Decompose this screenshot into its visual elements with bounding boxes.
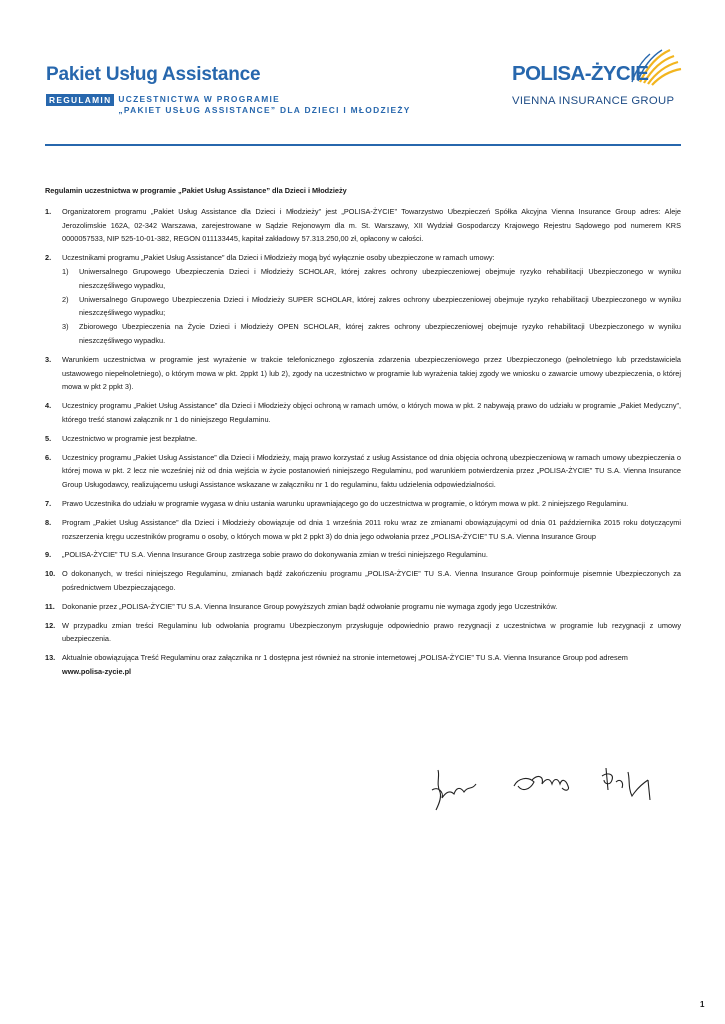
item-number: 3.: [45, 354, 52, 364]
item-number: 8.: [45, 517, 52, 527]
sub-item-number: 1): [62, 266, 69, 276]
page-title: Pakiet Usług Assistance: [46, 64, 261, 85]
item-text: Dokonanie przez „POLISA-ŻYCIE” TU S.A. Vienna Insurance Group powyższych zmian bądź odwołanie programu nie wymaga zgody jego Uczestników.: [62, 601, 558, 611]
item-text: Prawo Uczestnika do udziału w programie wygasa w dniu ustania warunku uprawniającego go do uczestnictwa w programie, o którym mowa w pkt. 2 niniejszego Regulaminu.: [62, 498, 629, 508]
list-item: [45, 651, 681, 679]
subtitle-line-1: UCZESTNICTWA W PROGRAMIE: [118, 94, 281, 104]
item-text: Uczestnictwo w programie jest bezpłatne.: [62, 433, 198, 443]
item-text: „POLISA-ŻYCIE” TU S.A. Vienna Insurance Group zastrzega sobie prawo do dokonywania zmian w treści niniejszego Regulaminu.: [62, 550, 488, 560]
item-text: Warunkiem uczestnictwa w programie jest wyrażenie w trakcie telefonicznego zgłoszenia zdarzenia ubezpieczeniowego przez Ubezpieczonego (pełnoletniego lub przedstawiciela ustawowego niepełnoletniego), o którym mowa w pkt. 2ppkt 1) lub 2), zgody na uczestnictwo w programie lub wyrażenia takiej zgody we wniosku o zawarcie umowy ubezpieczenia, o której mowa w pkt 2 ppkt 3).: [62, 354, 681, 392]
list-item: [45, 451, 681, 492]
sub-item-number: 3): [62, 322, 69, 332]
website-link[interactable]: www.polisa-zycie.pl: [62, 666, 132, 676]
item-text: Uczestnicy programu „Pakiet Usług Assistance” dla Dzieci i Młodzieży objęci ochroną w ramach umów, o których mowa w pkt. 2 nabywają prawo do udziału w programie „Pakiet Medyczny”, którego treść stanowi załącznik nr 1 do niniejszego Regulaminu.: [62, 401, 681, 424]
item-text: Program „Pakiet Usług Assistance” dla Dzieci i Młodzieży obowiązuje od dnia 1 września 2011 roku wraz ze zmianami obowiązującymi od dnia 01 października 2015 roku dotyczącymi rozszerzenia kręgu uczestników programu o osoby, o których mowa w pkt 2 ppkt 3) do dnia jego odwołania przez „POLISA-ŻYCIE” TU S.A. Vienna Insurance Group: [62, 517, 681, 541]
item-text: Uczestnikami programu „Pakiet Usług Assistance” dla Dzieci i Młodzieży mogą być wyłącznie osoby ubezpieczone w ramach umowy:: [62, 253, 495, 263]
item-text: Uczestnicy programu „Pakiet Usług Assistance” dla Dzieci i Młodzieży, mają prawo korzystać z usług Assistance od dnia objęcia ochroną ubezpieczeniową w ramach umowy ubezpieczenia o której mowa w pkt. 2 lecz nie wcześniej niż od dnia wejścia w życie postanowień niniejszego Regulaminu, pod warunkiem potwierdzenia przez „POLISA-ŻYCIE” TU S.A. Vienna Insurance Group Usługodawcy, realizującemu usługi Assistance wskazane w załączniku nr 1 do regulaminu, faktu udzielenia odpowiedzialności.: [62, 452, 681, 490]
list-item: [45, 251, 681, 348]
item-number: 2.: [45, 253, 52, 263]
item-number: 11.: [45, 601, 55, 611]
subtitle-line-2: „PAKIET USŁUG ASSISTANCE” DLA DZIECI I MŁODZIEŻY: [118, 105, 411, 115]
list-item: [45, 516, 681, 544]
item-text: Organizatorem programu „Pakiet Usług Assistance dla Dzieci i Młodzieży” jest „POLISA-ŻYCIE” Towarzystwo Ubezpieczeń Spółka Akcyjna Vienna Insurance Group adres: Aleje Jerozolimskie 162A, 02-342 Warszawa, zarejestrowane w Sądzie Rejonowym dla m. St. Warszawy, XII Wydział Gospodarczy Krajowego Rejestru Sądowego pod numerem KRS 0000057533, NIP 525-10-01-382, REGON 011133445, kapitał zakładowy 57.313.250,00 zł, opłacony w całości.: [62, 206, 681, 244]
subtitle-lines: [118, 94, 410, 116]
sub-item-text: Zbiorowego Ubezpieczenia na Życie Dzieci i Młodzieży OPEN SCHOLAR, której zakres ochrony ubezpieczeniowej obejmuje ryzyko rehabilitacji Ubezpieczonego w wyniku nieszczęśliwego wypadku.: [79, 322, 681, 345]
item-text: Aktualnie obowiązująca Treść Regulaminu oraz załącznika nr 1 dostępna jest również na stronie internetowej „POLISA-ŻYCIE” TU S.A. Vienna Insurance Group pod adresem: [62, 653, 628, 663]
list-item: [45, 600, 681, 614]
logo-group-name: VIENNA INSURANCE GROUP: [512, 95, 675, 107]
list-item: [45, 567, 681, 595]
sub-item-text: Uniwersalnego Grupowego Ubezpieczenia Dzieci i Młodzieży SUPER SCHOLAR, której zakres ochrony ubezpieczeniowej obejmuje ryzyko rehabilitacji Ubezpieczonego w wyniku nieszczęśliwego wypadku;: [79, 294, 681, 318]
list-item: [45, 497, 681, 511]
document-heading: Regulamin uczestnictwa w programie „Pakiet Usług Assistance” dla Dzieci i Młodzieży: [45, 186, 347, 195]
list-item: [45, 548, 681, 562]
header-divider: [45, 144, 681, 146]
sub-item-text: Uniwersalnego Grupowego Ubezpieczenia Dzieci i Młodzieży SCHOLAR, której zakres ochrony ubezpieczeniowej obejmuje ryzyko rehabilitacji Ubezpieczonego w wyniku nieszczęśliwego wypadku,: [79, 266, 681, 290]
item-text: W przypadku zmian treści Regulaminu lub odwołania programu Ubezpieczonym przysługuje odpowiednio prawo rezygnacji z uczestnictwa w programie lub rezygnacji z umowy ubezpieczenia.: [62, 620, 681, 644]
item-text: O dokonanych, w treści niniejszego Regulaminu, zmianach bądź zakończeniu programu „POLISA-ŻYCIE” TU S.A. Vienna Insurance Group poinformuje pisemnie Ubezpieczonych za pośrednictwem Ubezpieczającego.: [62, 569, 681, 592]
item-number: 4.: [45, 401, 52, 411]
item-number: 12.: [45, 620, 56, 630]
list-item: [45, 205, 681, 246]
regulamin-badge: REGULAMIN: [46, 94, 114, 106]
sub-list-item: [62, 320, 681, 348]
sub-item-number: 2): [62, 294, 69, 304]
sub-list-item: [62, 293, 681, 321]
list-item: [45, 353, 681, 394]
list-item: [45, 399, 681, 427]
item-number: 10.: [45, 569, 56, 579]
sub-list-item: [62, 265, 681, 293]
document-body: [45, 184, 681, 684]
logo-wordmark: POLISA-ŻYCIE: [512, 62, 649, 85]
page-number: 1: [700, 1000, 705, 1009]
item-number: 7.: [45, 498, 52, 508]
signature-1: [428, 762, 488, 812]
signature-2: [510, 768, 576, 800]
signature-3: [598, 762, 656, 804]
company-logo: [512, 46, 682, 111]
item-number: 6.: [45, 452, 52, 462]
document-subtitle: [46, 94, 411, 116]
item-number: 1.: [45, 206, 52, 216]
item-number: 5.: [45, 433, 52, 443]
item-number: 13.: [45, 653, 56, 663]
item-number: 9.: [45, 550, 52, 560]
list-item: [45, 619, 681, 647]
list-item: [45, 432, 681, 446]
